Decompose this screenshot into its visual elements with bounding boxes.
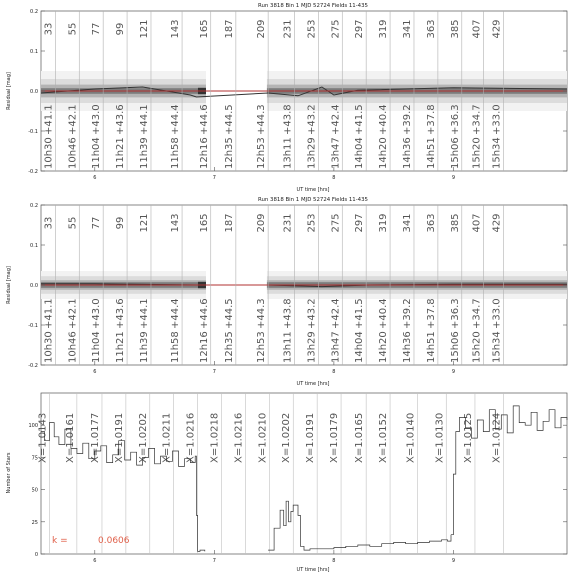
y-tick-label: -0.2: [28, 169, 38, 175]
field-time-label: 11h58: [170, 137, 182, 169]
field-dec-label: +37.8: [425, 298, 437, 329]
x-tick-label: 7: [212, 175, 216, 181]
field-dec-label: +41.5: [354, 298, 366, 329]
field-dec-label: +44.4: [170, 104, 182, 135]
field-time-label: 12h35: [223, 137, 235, 169]
field-time-label: 13h11: [282, 137, 294, 169]
field-time-label: 13h11: [282, 331, 294, 363]
x-tick-label: 8: [332, 369, 336, 375]
panel-2-x-axis-label: UT time [hrs]: [296, 381, 330, 387]
field-time-label: 14h36: [401, 331, 413, 363]
field-number-label: 187: [223, 213, 235, 233]
field-dec-label: +44.5: [223, 298, 235, 329]
field-time-label: 12h35: [223, 331, 235, 363]
field-dec-label: +43.0: [91, 298, 103, 329]
airmass-label: X=1.0130: [434, 412, 446, 463]
field-number-label: 341: [401, 213, 413, 233]
field-dec-label: +43.2: [306, 104, 318, 135]
field-number-label: 99: [115, 216, 127, 230]
field-time-label: 15h34: [491, 331, 503, 363]
x-tick-label: 7: [212, 558, 216, 564]
star-count-panel: [6, 393, 567, 573]
field-number-label: 77: [91, 216, 103, 230]
y-tick-label: -0.2: [28, 363, 38, 369]
field-dec-label: +37.8: [425, 104, 437, 135]
field-time-label: 11h04: [91, 331, 103, 363]
field-dec-label: +39.2: [401, 298, 413, 329]
field-time-label: 15h20: [471, 331, 483, 363]
airmass-label: X=1.0191: [113, 412, 125, 463]
y-tick-label: 0.1: [30, 243, 38, 249]
field-dec-label: +44.1: [138, 298, 150, 329]
field-number-label: 33: [43, 22, 55, 36]
field-time-label: 10h30: [43, 331, 55, 363]
field-number-label: 209: [256, 213, 268, 233]
airmass-label: X=1.0124: [491, 412, 503, 463]
field-time-label: 13h29: [306, 137, 318, 169]
residual-panel-2: [6, 197, 567, 387]
field-number-label: 407: [471, 19, 483, 39]
field-dec-label: +44.5: [223, 104, 235, 135]
y-tick-label: -0.1: [28, 323, 38, 329]
field-dec-label: +34.7: [471, 104, 483, 135]
field-time-label: 14h51: [425, 137, 437, 169]
field-number-label: 231: [282, 19, 294, 39]
airmass-label: X=1.0211: [161, 412, 173, 463]
field-dec-label: +42.4: [330, 298, 342, 329]
panel-2-title: Run 3818 Bin 1 MJD 52724 Fields 11-435: [258, 197, 368, 203]
field-time-label: 14h04: [354, 137, 366, 169]
y-tick-label: 0.0: [30, 89, 38, 95]
y-tick-label: 100: [28, 423, 38, 430]
airmass-label: X=1.0210: [257, 412, 269, 463]
airmass-label: X=1.0177: [89, 412, 101, 463]
field-number-label: 297: [354, 213, 366, 233]
field-dec-label: +44.6: [198, 104, 210, 135]
field-time-label: 14h20: [378, 331, 390, 363]
airmass-label: X=1.0152: [378, 412, 390, 463]
field-time-label: 14h20: [378, 137, 390, 169]
field-time-label: 10h30: [43, 137, 55, 169]
y-tick-label: 50: [31, 487, 38, 494]
field-dec-label: +44.3: [256, 104, 268, 135]
field-time-label: 11h21: [115, 137, 127, 169]
y-tick-label: 25: [31, 519, 38, 526]
field-dec-label: +39.2: [401, 104, 413, 135]
field-number-label: 77: [91, 22, 103, 36]
field-dec-label: +43.0: [91, 104, 103, 135]
y-tick-label: 0.2: [30, 9, 38, 15]
field-number-label: 429: [491, 19, 503, 39]
field-time-label: 15h34: [491, 137, 503, 169]
y-tick-label: 0: [34, 552, 38, 558]
field-number-label: 165: [198, 213, 210, 233]
field-number-label: 319: [378, 19, 390, 39]
field-time-label: 11h39: [138, 137, 150, 169]
field-number-label: 165: [198, 19, 210, 39]
field-number-label: 363: [425, 19, 437, 39]
airmass-label: X=1.0143: [37, 412, 49, 463]
panel-1-title: Run 3818 Bin 1 MJD 52724 Fields 11-435: [258, 3, 368, 9]
field-number-label: 297: [354, 19, 366, 39]
airmass-label: X=1.0140: [405, 412, 417, 463]
airmass-label: X=1.0165: [354, 412, 366, 463]
x-tick-label: 9: [451, 369, 456, 375]
field-number-label: 363: [425, 213, 437, 233]
field-dec-label: +43.2: [306, 298, 318, 329]
field-number-label: 429: [491, 213, 503, 233]
field-dec-label: +43.8: [282, 104, 294, 135]
y-tick-label: -0.1: [28, 129, 38, 135]
field-number-label: 33: [43, 216, 55, 230]
x-tick-label: 6: [93, 369, 97, 375]
field-time-label: 10h46: [67, 137, 79, 169]
field-time-label: 14h51: [425, 331, 437, 363]
field-dec-label: +41.5: [354, 104, 366, 135]
field-time-label: 14h36: [401, 137, 413, 169]
field-number-label: 55: [67, 216, 79, 230]
y-tick-label: 0.2: [30, 203, 38, 209]
field-dec-label: +40.4: [378, 104, 390, 135]
field-dec-label: +43.8: [282, 298, 294, 329]
field-time-label: 11h39: [138, 331, 150, 363]
field-number-label: 121: [138, 19, 150, 39]
field-dec-label: +33.0: [491, 104, 503, 135]
panel-3-y-axis-label: Number of Stars: [6, 452, 12, 494]
field-dec-label: +41.1: [43, 298, 55, 329]
field-number-label: 341: [401, 19, 413, 39]
field-time-label: 13h47: [330, 331, 342, 363]
field-time-label: 11h58: [170, 331, 182, 363]
field-time-label: 13h47: [330, 137, 342, 169]
annotation-k-label: k =: [52, 536, 68, 546]
field-dec-label: +44.1: [138, 104, 150, 135]
field-dec-label: +44.6: [198, 298, 210, 329]
panel-3-x-axis-label: UT time [hrs]: [296, 567, 330, 573]
field-number-label: 385: [449, 213, 461, 233]
airmass-label: X=1.0202: [281, 412, 293, 463]
field-dec-label: +43.6: [115, 298, 127, 329]
field-dec-label: +43.6: [115, 104, 127, 135]
field-time-label: 11h04: [91, 137, 103, 169]
y-tick-label: 0.1: [30, 49, 38, 55]
residual-panel-1: [6, 3, 567, 193]
airmass-label: X=1.0161: [64, 412, 76, 463]
field-number-label: 275: [330, 213, 342, 233]
field-number-label: 99: [115, 22, 127, 36]
field-number-label: 143: [170, 213, 182, 233]
field-number-label: 231: [282, 213, 294, 233]
airmass-label: X=1.0218: [209, 412, 221, 463]
field-time-label: 15h20: [471, 137, 483, 169]
field-dec-label: +42.4: [330, 104, 342, 135]
field-time-label: 12h53: [256, 137, 268, 169]
field-time-label: 15h06: [449, 331, 461, 363]
field-number-label: 143: [170, 19, 182, 39]
panel-2-y-axis-label: Residual [mag]: [6, 266, 12, 304]
airmass-label: X=1.0216: [185, 412, 197, 463]
annotation-k-value: 0.0606: [98, 536, 130, 546]
field-time-label: 11h21: [115, 331, 127, 363]
y-tick-label: 75: [31, 455, 38, 462]
field-dec-label: +44.4: [170, 298, 182, 329]
field-number-label: 407: [471, 213, 483, 233]
field-number-label: 253: [306, 213, 318, 233]
field-dec-label: +41.1: [43, 104, 55, 135]
x-tick-label: 6: [93, 175, 97, 181]
field-time-label: 12h16: [198, 331, 210, 363]
airmass-label: X=1.0125: [462, 412, 474, 463]
panel-1-x-axis-label: UT time [hrs]: [296, 187, 330, 193]
field-time-label: 15h06: [449, 137, 461, 169]
field-dec-label: +36.3: [449, 298, 461, 329]
x-tick-label: 8: [332, 558, 336, 564]
field-number-label: 385: [449, 19, 461, 39]
field-dec-label: +33.0: [491, 298, 503, 329]
field-dec-label: +34.7: [471, 298, 483, 329]
y-tick-label: 0.0: [30, 283, 38, 289]
field-time-label: 13h29: [306, 331, 318, 363]
airmass-label: X=1.0216: [233, 412, 245, 463]
field-time-label: 12h16: [198, 137, 210, 169]
airmass-label: X=1.0179: [329, 412, 341, 463]
field-dec-label: +42.1: [67, 298, 79, 329]
field-number-label: 275: [330, 19, 342, 39]
field-number-label: 209: [256, 19, 268, 39]
field-number-label: 187: [223, 19, 235, 39]
field-dec-label: +36.3: [449, 104, 461, 135]
panel-1-y-axis-label: Residual [mag]: [6, 72, 12, 110]
airmass-label: X=1.0191: [305, 412, 317, 463]
airmass-label: X=1.0202: [137, 412, 149, 463]
field-number-label: 121: [138, 213, 150, 233]
field-time-label: 10h46: [67, 331, 79, 363]
field-time-label: 14h04: [354, 331, 366, 363]
field-number-label: 319: [378, 213, 390, 233]
x-tick-label: 7: [212, 369, 216, 375]
field-dec-label: +44.3: [256, 298, 268, 329]
x-tick-label: 8: [332, 175, 336, 181]
field-number-label: 253: [306, 19, 318, 39]
field-time-label: 12h53: [256, 331, 268, 363]
x-tick-label: 9: [451, 175, 456, 181]
x-tick-label: 9: [451, 558, 456, 564]
x-tick-label: 6: [93, 558, 97, 564]
field-number-label: 55: [67, 22, 79, 36]
field-dec-label: +40.4: [378, 298, 390, 329]
field-dec-label: +42.1: [67, 104, 79, 135]
